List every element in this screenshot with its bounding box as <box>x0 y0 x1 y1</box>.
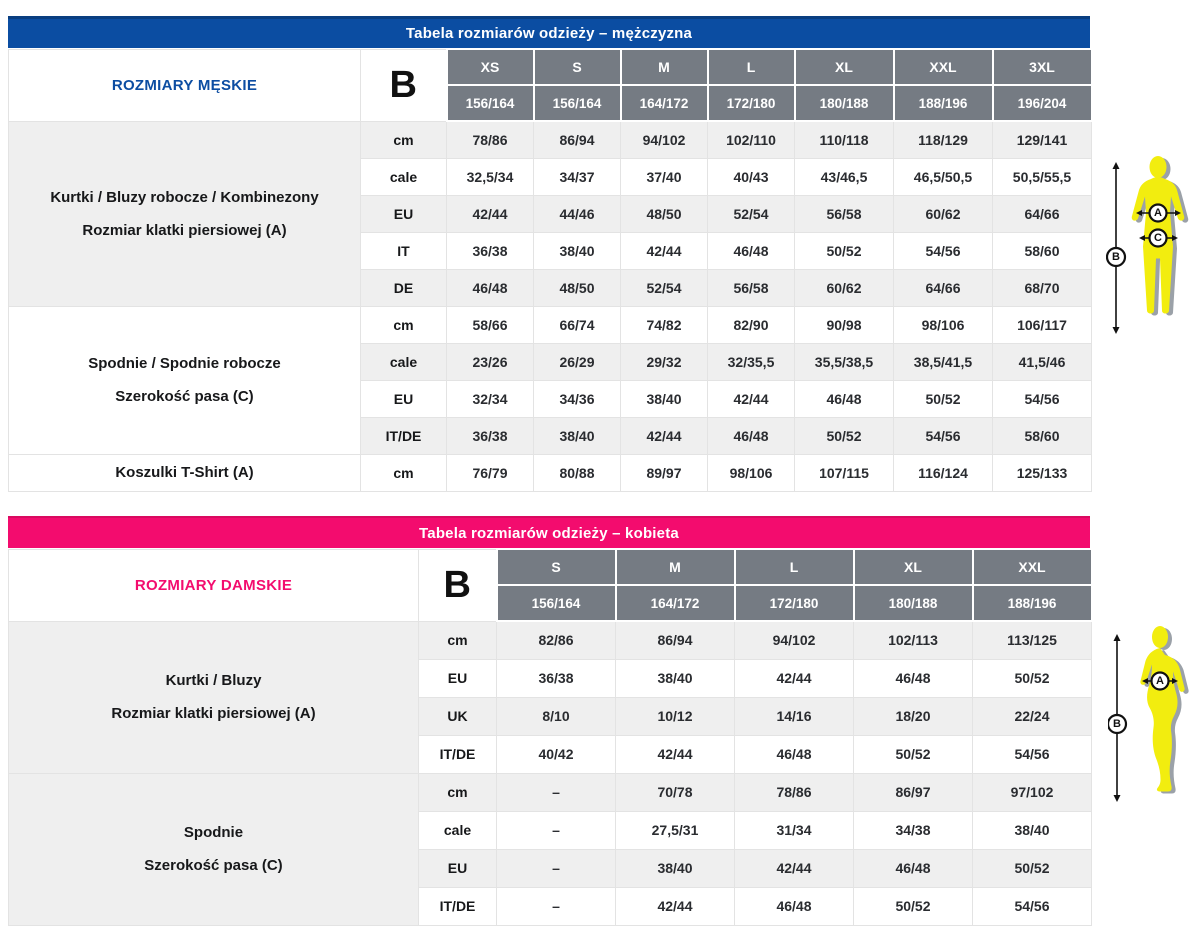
male-height-marker <box>1107 248 1125 266</box>
women-table-title: Tabela rozmiarów odzieży – kobieta <box>419 524 679 542</box>
men-size-table-section <box>8 16 1090 492</box>
height-column-header: 164/172 <box>621 85 708 121</box>
value-cell: 76/79 <box>447 454 534 491</box>
men-table <box>8 48 1093 492</box>
data-row <box>9 621 1092 659</box>
unit-cell: IT <box>361 232 447 269</box>
value-cell: 36/38 <box>447 232 534 269</box>
value-cell: 116/124 <box>894 454 993 491</box>
women-table-title-bar <box>8 516 1090 548</box>
value-cell: 54/56 <box>894 417 993 454</box>
data-row <box>9 454 1092 491</box>
value-cell: 29/32 <box>621 343 708 380</box>
value-cell: 31/34 <box>735 811 854 849</box>
unit-cell: cm <box>361 454 447 491</box>
value-cell: 44/46 <box>534 195 621 232</box>
value-cell: 23/26 <box>447 343 534 380</box>
size-column-header: XL <box>854 549 973 585</box>
value-cell: 86/94 <box>534 121 621 158</box>
value-cell: 27,5/31 <box>616 811 735 849</box>
male-waist-marker-label: C <box>1154 232 1162 244</box>
value-cell: 14/16 <box>735 697 854 735</box>
height-column-header: 180/188 <box>854 585 973 621</box>
value-cell: 8/10 <box>497 697 616 735</box>
value-cell: 50/52 <box>854 887 973 925</box>
value-cell: 86/97 <box>854 773 973 811</box>
value-cell: 90/98 <box>795 306 894 343</box>
unit-cell: EU <box>419 849 497 887</box>
value-cell: 52/54 <box>621 269 708 306</box>
value-cell: 58/66 <box>447 306 534 343</box>
value-cell: 42/44 <box>735 659 854 697</box>
size-column-header: L <box>735 549 854 585</box>
value-cell: 32,5/34 <box>447 158 534 195</box>
value-cell: 89/97 <box>621 454 708 491</box>
unit-cell: EU <box>361 380 447 417</box>
value-cell: 50/52 <box>973 849 1092 887</box>
value-cell: 38/40 <box>616 659 735 697</box>
value-cell: 118/129 <box>894 121 993 158</box>
height-column-header: 172/180 <box>735 585 854 621</box>
value-cell: – <box>497 887 616 925</box>
women-table <box>8 548 1093 926</box>
value-cell: 56/58 <box>708 269 795 306</box>
value-cell: 35,5/38,5 <box>795 343 894 380</box>
size-column-header: S <box>497 549 616 585</box>
section-label: Kurtki / Bluzy robocze / Kombinezony Rozmiar klatki piersiowej (A) <box>9 121 361 306</box>
female-chest-marker-label: A <box>1156 675 1164 687</box>
female-height-marker <box>1108 715 1126 733</box>
size-column-header: M <box>621 49 708 85</box>
value-cell: 50/52 <box>894 380 993 417</box>
size-column-header: 3XL <box>993 49 1092 85</box>
value-cell: 94/102 <box>621 121 708 158</box>
unit-cell: IT/DE <box>419 887 497 925</box>
height-column-header: 172/180 <box>708 85 795 121</box>
men-table-title-bar <box>8 16 1090 48</box>
value-cell: 58/60 <box>993 417 1092 454</box>
value-cell: 38/40 <box>534 417 621 454</box>
size-column-header: XXL <box>894 49 993 85</box>
size-column-header: L <box>708 49 795 85</box>
value-cell: 64/66 <box>993 195 1092 232</box>
value-cell: 34/36 <box>534 380 621 417</box>
value-cell: 46/48 <box>708 232 795 269</box>
value-cell: 46/48 <box>708 417 795 454</box>
value-cell: 78/86 <box>735 773 854 811</box>
value-cell: 42/44 <box>616 735 735 773</box>
value-cell: 38/40 <box>534 232 621 269</box>
height-column-header: 156/164 <box>534 85 621 121</box>
value-cell: 40/43 <box>708 158 795 195</box>
value-cell: 38/40 <box>616 849 735 887</box>
value-cell: 54/56 <box>993 380 1092 417</box>
height-column-header: 156/164 <box>447 85 534 121</box>
height-column-header: 164/172 <box>616 585 735 621</box>
value-cell: 50,5/55,5 <box>993 158 1092 195</box>
value-cell: 46,5/50,5 <box>894 158 993 195</box>
value-cell: 46/48 <box>795 380 894 417</box>
section-label: Spodnie Szerokość pasa (C) <box>9 773 419 925</box>
value-cell: 22/24 <box>973 697 1092 735</box>
height-column-header: 188/196 <box>894 85 993 121</box>
value-cell: 58/60 <box>993 232 1092 269</box>
unit-cell: IT/DE <box>361 417 447 454</box>
value-cell: 41,5/46 <box>993 343 1092 380</box>
value-cell: 46/48 <box>854 849 973 887</box>
unit-cell: EU <box>361 195 447 232</box>
value-cell: 50/52 <box>854 735 973 773</box>
unit-cell: IT/DE <box>419 735 497 773</box>
b-column-header: B <box>361 49 447 121</box>
value-cell: 36/38 <box>447 417 534 454</box>
value-cell: 48/50 <box>534 269 621 306</box>
value-cell: 86/94 <box>616 621 735 659</box>
value-cell: 125/133 <box>993 454 1092 491</box>
size-column-header: XL <box>795 49 894 85</box>
value-cell: 64/66 <box>894 269 993 306</box>
value-cell: 78/86 <box>447 121 534 158</box>
women-row-header: ROZMIARY DAMSKIE <box>9 549 419 621</box>
value-cell: 82/90 <box>708 306 795 343</box>
value-cell: 38/40 <box>973 811 1092 849</box>
value-cell: 26/29 <box>534 343 621 380</box>
value-cell: 102/110 <box>708 121 795 158</box>
value-cell: 46/48 <box>735 887 854 925</box>
unit-cell: UK <box>419 697 497 735</box>
value-cell: 42/44 <box>708 380 795 417</box>
value-cell: 54/56 <box>894 232 993 269</box>
value-cell: 129/141 <box>993 121 1092 158</box>
female-height-marker-label: B <box>1113 718 1121 730</box>
unit-cell: EU <box>419 659 497 697</box>
value-cell: 54/56 <box>973 887 1092 925</box>
height-column-header: 180/188 <box>795 85 894 121</box>
size-header-row <box>9 49 1092 85</box>
value-cell: 34/38 <box>854 811 973 849</box>
value-cell: 32/34 <box>447 380 534 417</box>
unit-cell: cm <box>361 306 447 343</box>
value-cell: 42/44 <box>621 417 708 454</box>
value-cell: 10/12 <box>616 697 735 735</box>
height-column-header: 156/164 <box>497 585 616 621</box>
section-label: Spodnie / Spodnie robocze Szerokość pasa (C) <box>9 306 361 454</box>
value-cell: 48/50 <box>621 195 708 232</box>
value-cell: 54/56 <box>973 735 1092 773</box>
value-cell: 60/62 <box>795 269 894 306</box>
unit-cell: cm <box>419 773 497 811</box>
men-table-title: Tabela rozmiarów odzieży – mężczyzna <box>405 25 693 42</box>
value-cell: 42/44 <box>735 849 854 887</box>
value-cell: 74/82 <box>621 306 708 343</box>
data-row <box>9 773 1092 811</box>
value-cell: – <box>497 849 616 887</box>
value-cell: 38/40 <box>621 380 708 417</box>
value-cell: 46/48 <box>854 659 973 697</box>
value-cell: 110/118 <box>795 121 894 158</box>
value-cell: 70/78 <box>616 773 735 811</box>
value-cell: 36/38 <box>497 659 616 697</box>
value-cell: 66/74 <box>534 306 621 343</box>
data-row <box>9 306 1092 343</box>
value-cell: 113/125 <box>973 621 1092 659</box>
value-cell: 97/102 <box>973 773 1092 811</box>
section-label: Kurtki / Bluzy Rozmiar klatki piersiowej (A) <box>9 621 419 773</box>
male-chest-marker-label: A <box>1154 207 1162 219</box>
value-cell: 94/102 <box>735 621 854 659</box>
unit-cell: cale <box>361 158 447 195</box>
size-column-header: XS <box>447 49 534 85</box>
height-column-header: 196/204 <box>993 85 1092 121</box>
value-cell: 106/117 <box>993 306 1092 343</box>
value-cell: 107/115 <box>795 454 894 491</box>
size-column-header: S <box>534 49 621 85</box>
b-column-header: B <box>419 549 497 621</box>
men-row-header: ROZMIARY MĘSKIE <box>9 49 361 121</box>
unit-cell: cale <box>419 811 497 849</box>
unit-cell: cm <box>419 621 497 659</box>
unit-cell: DE <box>361 269 447 306</box>
value-cell: 56/58 <box>795 195 894 232</box>
value-cell: 50/52 <box>973 659 1092 697</box>
value-cell: 37/40 <box>621 158 708 195</box>
value-cell: – <box>497 773 616 811</box>
value-cell: 68/70 <box>993 269 1092 306</box>
value-cell: 50/52 <box>795 417 894 454</box>
value-cell: – <box>497 811 616 849</box>
value-cell: 42/44 <box>616 887 735 925</box>
section-label: Koszulki T-Shirt (A) <box>9 454 361 491</box>
value-cell: 42/44 <box>447 195 534 232</box>
value-cell: 38,5/41,5 <box>894 343 993 380</box>
women-size-table-section <box>8 516 1090 926</box>
value-cell: 98/106 <box>708 454 795 491</box>
value-cell: 50/52 <box>795 232 894 269</box>
value-cell: 46/48 <box>447 269 534 306</box>
height-column-header: 188/196 <box>973 585 1092 621</box>
size-column-header: XXL <box>973 549 1092 585</box>
value-cell: 34/37 <box>534 158 621 195</box>
size-column-header: M <box>616 549 735 585</box>
value-cell: 80/88 <box>534 454 621 491</box>
value-cell: 52/54 <box>708 195 795 232</box>
value-cell: 46/48 <box>735 735 854 773</box>
value-cell: 18/20 <box>854 697 973 735</box>
value-cell: 42/44 <box>621 232 708 269</box>
unit-cell: cale <box>361 343 447 380</box>
value-cell: 40/42 <box>497 735 616 773</box>
male-height-marker-label: B <box>1112 251 1120 263</box>
value-cell: 102/113 <box>854 621 973 659</box>
unit-cell: cm <box>361 121 447 158</box>
data-row <box>9 121 1092 158</box>
value-cell: 43/46,5 <box>795 158 894 195</box>
value-cell: 82/86 <box>497 621 616 659</box>
size-header-row <box>9 549 1092 585</box>
value-cell: 60/62 <box>894 195 993 232</box>
female-body-diagram <box>1108 624 1200 808</box>
male-body-diagram <box>1106 154 1200 340</box>
value-cell: 98/106 <box>894 306 993 343</box>
value-cell: 32/35,5 <box>708 343 795 380</box>
